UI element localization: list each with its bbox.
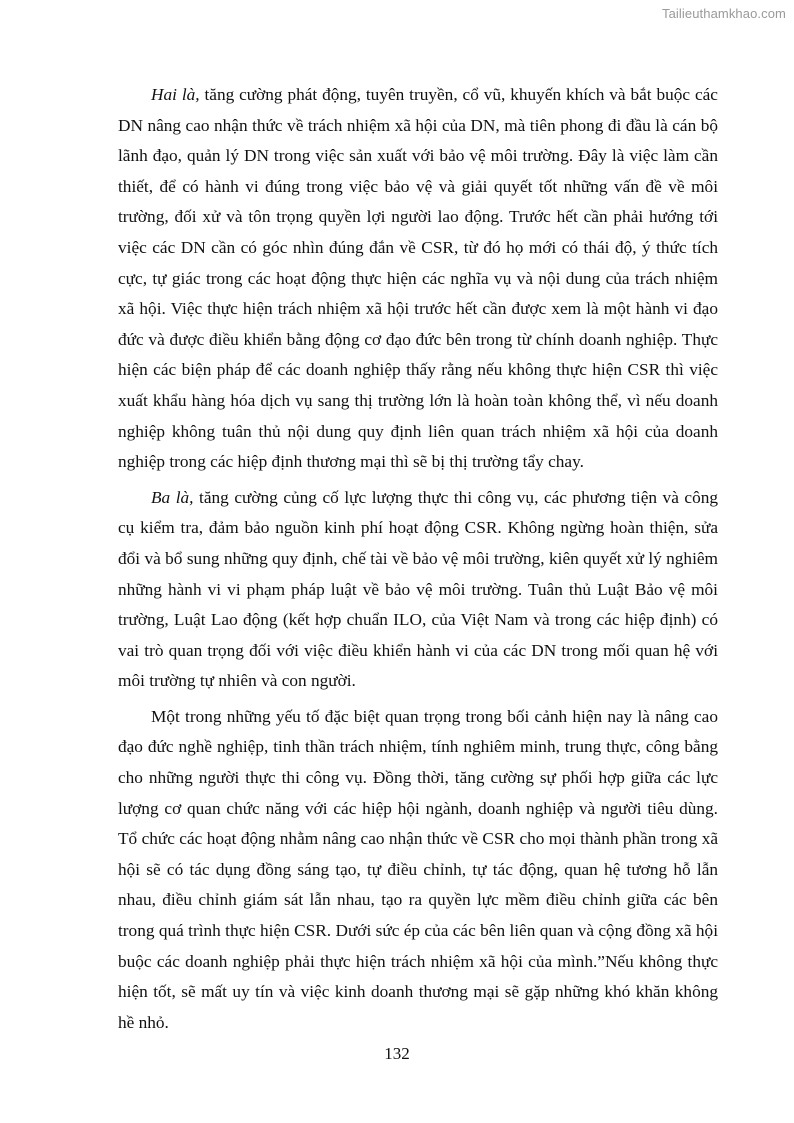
- page-number: 132: [384, 1044, 410, 1063]
- paragraph-mot-trong-nhung: [118, 702, 718, 1039]
- paragraph-text: tăng cường củng cố lực lượng thực thi công vụ, các phương tiện và công cụ kiểm tra, đảm bảo nguồn kinh phí hoạt động CSR. Không ngừng hoàn thiện, sửa đổi và bổ sung những quy định, chế tài về bảo vệ môi trường, kiên quyết xử lý nghiêm những hành vi vi phạm pháp luật về bảo vệ môi trường. Tuân thủ Luật Bảo vệ môi trường, Luật Lao động (kết hợp chuẩn ILO, của Việt Nam và trong các hiệp định) có vai trò quan trọng đối với việc điều khiển hành vi của các DN trong mối quan hệ với môi trường tự nhiên và con người.: [118, 487, 719, 691]
- paragraph-lead: Ba là,: [151, 487, 194, 507]
- document-body: [118, 80, 718, 1038]
- paragraph-ba-la: [118, 483, 718, 697]
- watermark: Tailieuthamkhao.com: [661, 6, 786, 21]
- paragraph-text: tăng cường phát động, tuyên truyền, cổ vũ, khuyến khích và bắt buộc các DN nâng cao nhận thức về trách nhiệm xã hội của DN, mà tiên phong đi đầu là cán bộ lãnh đạo, quản lý DN trong việc sản xuất với bảo vệ môi trường. Đây là việc làm cần thiết, để có hành vi đúng trong việc bảo vệ và giải quyết tốt những vấn đề về môi trường, đối xử và tôn trọng quyền lợi người lao động. Trước hết cần phải hướng tới việc các DN cần có góc nhìn đúng đắn về CSR, từ đó họ mới có thái độ, ý thức tích cực, tự giác trong các hoạt động thực hiện các nghĩa vụ và nội dung của trách nhiệm xã hội. Việc thực hiện trách nhiệm xã hội trước hết cần được xem là một hành vi đạo đức và được điều khiển bằng động cơ đạo đức bên trong từ chính doanh nghiệp. Thực hiện các biện pháp để các doanh nghiệp thấy rằng nếu không thực hiện CSR thì việc xuất khẩu hàng hóa dịch vụ sang thị trường lớn là hoàn toàn không thể, vì nếu doanh nghiệp không tuân thủ nội dung quy định liên quan trách nhiệm xã hội của doanh nghiệp trong các hiệp định thương mại thì sẽ bị thị trường tẩy chay.: [118, 85, 718, 472]
- paragraph-hai-la: [118, 80, 718, 478]
- paragraph-text: Một trong những yếu tố đặc biệt quan trọng trong bối cảnh hiện nay là nâng cao đạo đức nghề nghiệp, tinh thần trách nhiệm, tính nghiêm minh, trung thực, công bằng cho những người thực thi công vụ. Đồng thời, tăng cường sự phối hợp giữa các lực lượng cơ quan chức năng với các hiệp hội ngành, doanh nghiệp và người tiêu dùng. Tổ chức các hoạt động nhằm nâng cao nhận thức về CSR cho mọi thành phần trong xã hội sẽ có tác dụng đồng sáng tạo, tự điều chỉnh, tự tác động, quan hệ tương hỗ lẫn nhau, điều chỉnh giám sát lẫn nhau, tạo ra quyền lực mềm điều chỉnh giữa các bên trong quá trình thực hiện CSR. Dưới sức ép của các bên liên quan và cộng đồng xã hội buộc các doanh nghiệp phải thực hiện trách nhiệm xã hội của mình.”Nếu không thực hiện tốt, sẽ mất uy tín và việc kinh doanh thương mại sẽ gặp những khó khăn không hề nhỏ.: [118, 706, 718, 1032]
- paragraph-lead: Hai là,: [151, 85, 200, 104]
